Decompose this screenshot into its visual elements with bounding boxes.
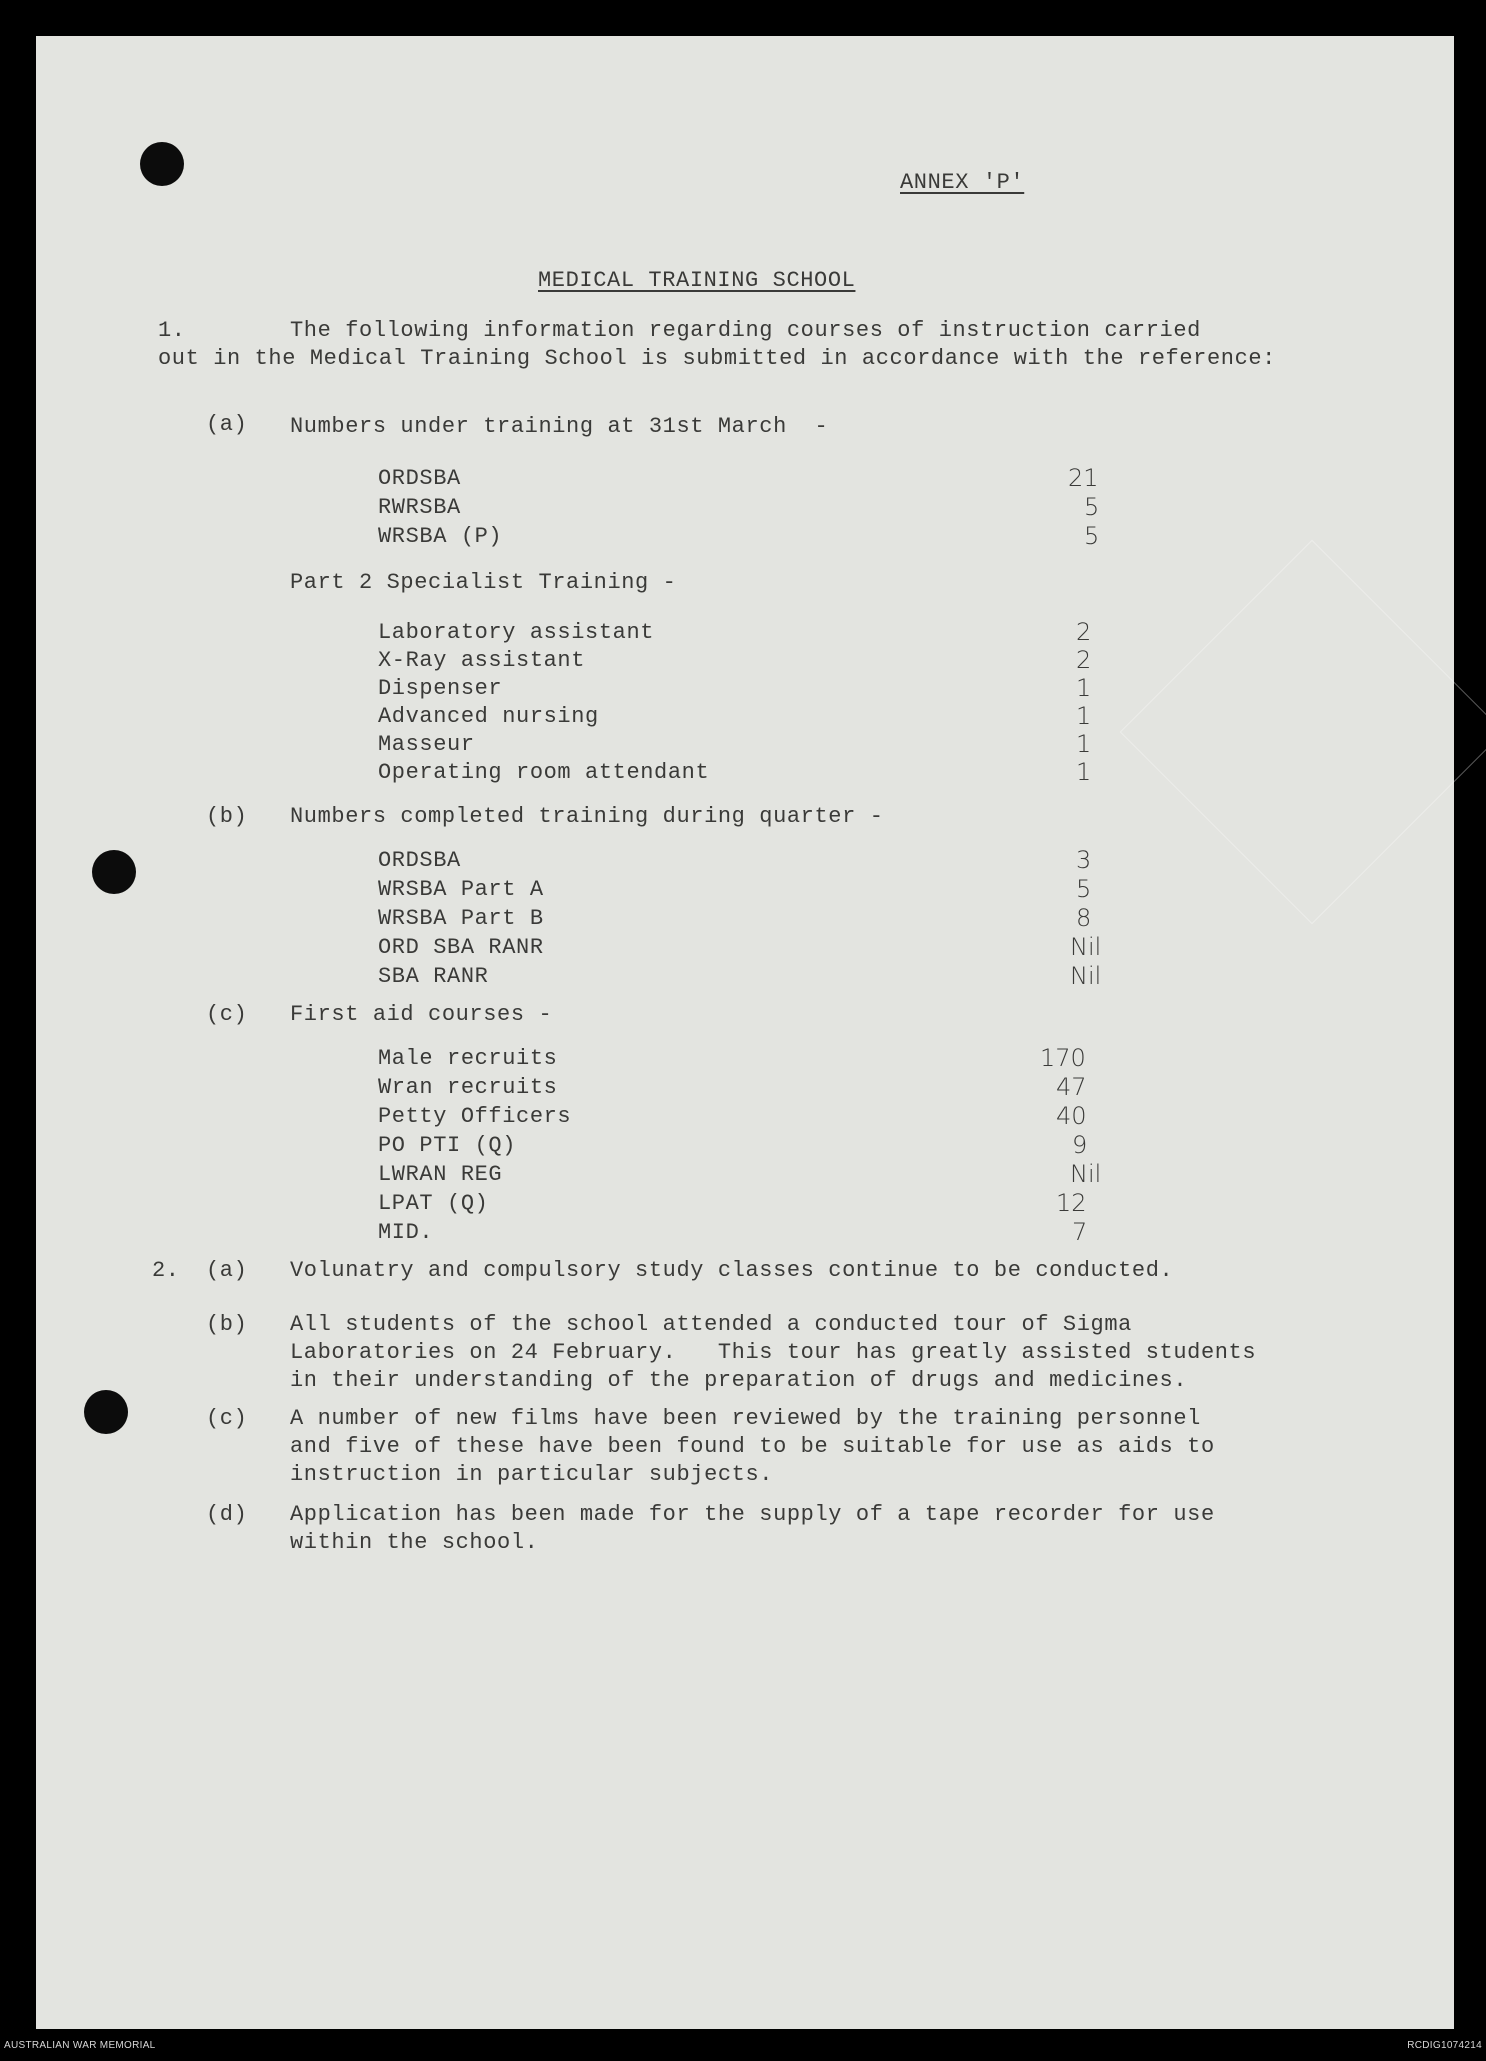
row-label: ORDSBA — [378, 848, 461, 873]
row-value: 8 — [1076, 904, 1092, 932]
para2-d-label: (d) — [206, 1502, 248, 1527]
row-value: 5 — [1084, 493, 1100, 521]
footer-id: RCDIG1074214 — [1407, 2040, 1482, 2051]
para2-c-line: and five of these have been found to be suitable for use as aids to — [290, 1434, 1215, 1459]
row-label: Wran recruits — [378, 1075, 558, 1100]
section-b-heading: Numbers completed training during quarter - — [290, 804, 884, 829]
row-label: RWRSBA — [378, 495, 461, 520]
para2-d-line: Application has been made for the supply of a tape recorder for use — [290, 1502, 1215, 1527]
row-label: Dispenser — [378, 676, 503, 701]
row-value: 2 — [1076, 618, 1092, 646]
embossed-watermark — [1120, 540, 1486, 925]
row-value: 3 — [1076, 846, 1092, 874]
row-value: 2 — [1076, 646, 1092, 674]
row-label: Laboratory assistant — [378, 620, 655, 645]
para1-number: 1. — [158, 318, 186, 343]
row-value: 40 — [1056, 1102, 1087, 1130]
section-c-label: (c) — [206, 1002, 248, 1027]
row-value: 5 — [1084, 522, 1100, 550]
row-label: Operating room attendant — [378, 760, 710, 785]
row-value: 9 — [1072, 1131, 1088, 1159]
row-value: 21 — [1068, 464, 1099, 492]
punch-hole-middle — [92, 850, 136, 894]
para2-d-line: within the school. — [290, 1530, 539, 1555]
row-value: 1 — [1076, 702, 1092, 730]
row-label: Petty Officers — [378, 1104, 572, 1129]
para2-c-line: A number of new films have been reviewed by the training personnel — [290, 1406, 1201, 1431]
para1-line2: out in the Medical Training School is submitted in accordance with the reference: — [158, 346, 1276, 371]
para2-a-line: Volunatry and compulsory study classes continue to be conducted. — [290, 1258, 1174, 1283]
row-value: Nil — [1070, 962, 1102, 990]
para2-c-label: (c) — [206, 1406, 248, 1431]
para2-b-label: (b) — [206, 1312, 248, 1337]
row-label: Male recruits — [378, 1046, 558, 1071]
section-c-heading: First aid courses - — [290, 1002, 553, 1027]
para2-a-label: (a) — [206, 1258, 248, 1283]
row-label: X-Ray assistant — [378, 648, 586, 673]
section-a-label: (a) — [206, 412, 248, 437]
para2-c-line: instruction in particular subjects. — [290, 1462, 774, 1487]
row-label: WRSBA Part A — [378, 877, 544, 902]
punch-hole-top — [140, 142, 184, 186]
row-value: 1 — [1076, 758, 1092, 786]
para2-b-line: All students of the school attended a conducted tour of Sigma — [290, 1312, 1132, 1337]
row-label: Advanced nursing — [378, 704, 599, 729]
paper-sheet — [36, 36, 1454, 2029]
row-label: LPAT (Q) — [378, 1191, 489, 1216]
row-value: 5 — [1076, 875, 1092, 903]
section-b-label: (b) — [206, 804, 248, 829]
document-title: MEDICAL TRAINING SCHOOL — [538, 268, 856, 293]
row-value: 12 — [1056, 1189, 1087, 1217]
para2-number: 2. — [152, 1258, 180, 1283]
row-label: LWRAN REG — [378, 1162, 503, 1187]
part2-heading: Part 2 Specialist Training - — [290, 570, 677, 595]
para2-b-line: in their understanding of the preparation of drugs and medicines. — [290, 1368, 1188, 1393]
row-label: SBA RANR — [378, 964, 489, 989]
footer-source: AUSTRALIAN WAR MEMORIAL — [4, 2040, 156, 2051]
row-label: Masseur — [378, 732, 475, 757]
row-label: WRSBA (P) — [378, 524, 503, 549]
row-label: MID. — [378, 1220, 434, 1245]
row-value: 1 — [1076, 674, 1092, 702]
row-label: ORDSBA — [378, 466, 461, 491]
para2-b-line: Laboratories on 24 February. This tour has greatly assisted students — [290, 1340, 1257, 1365]
annex-label: ANNEX 'P' — [900, 170, 1025, 195]
row-label: PO PTI (Q) — [378, 1133, 517, 1158]
row-value: Nil — [1070, 1160, 1102, 1188]
row-value: 7 — [1072, 1218, 1088, 1246]
row-value: 170 — [1040, 1044, 1086, 1072]
punch-hole-bottom — [84, 1390, 128, 1434]
row-label: ORD SBA RANR — [378, 935, 544, 960]
row-value: Nil — [1070, 933, 1102, 961]
row-label: WRSBA Part B — [378, 906, 544, 931]
row-value: 47 — [1056, 1073, 1087, 1101]
section-a-heading: Numbers under training at 31st March - — [290, 414, 829, 439]
para1-line1: The following information regarding courses of instruction carried — [290, 318, 1201, 343]
row-value: 1 — [1076, 730, 1092, 758]
